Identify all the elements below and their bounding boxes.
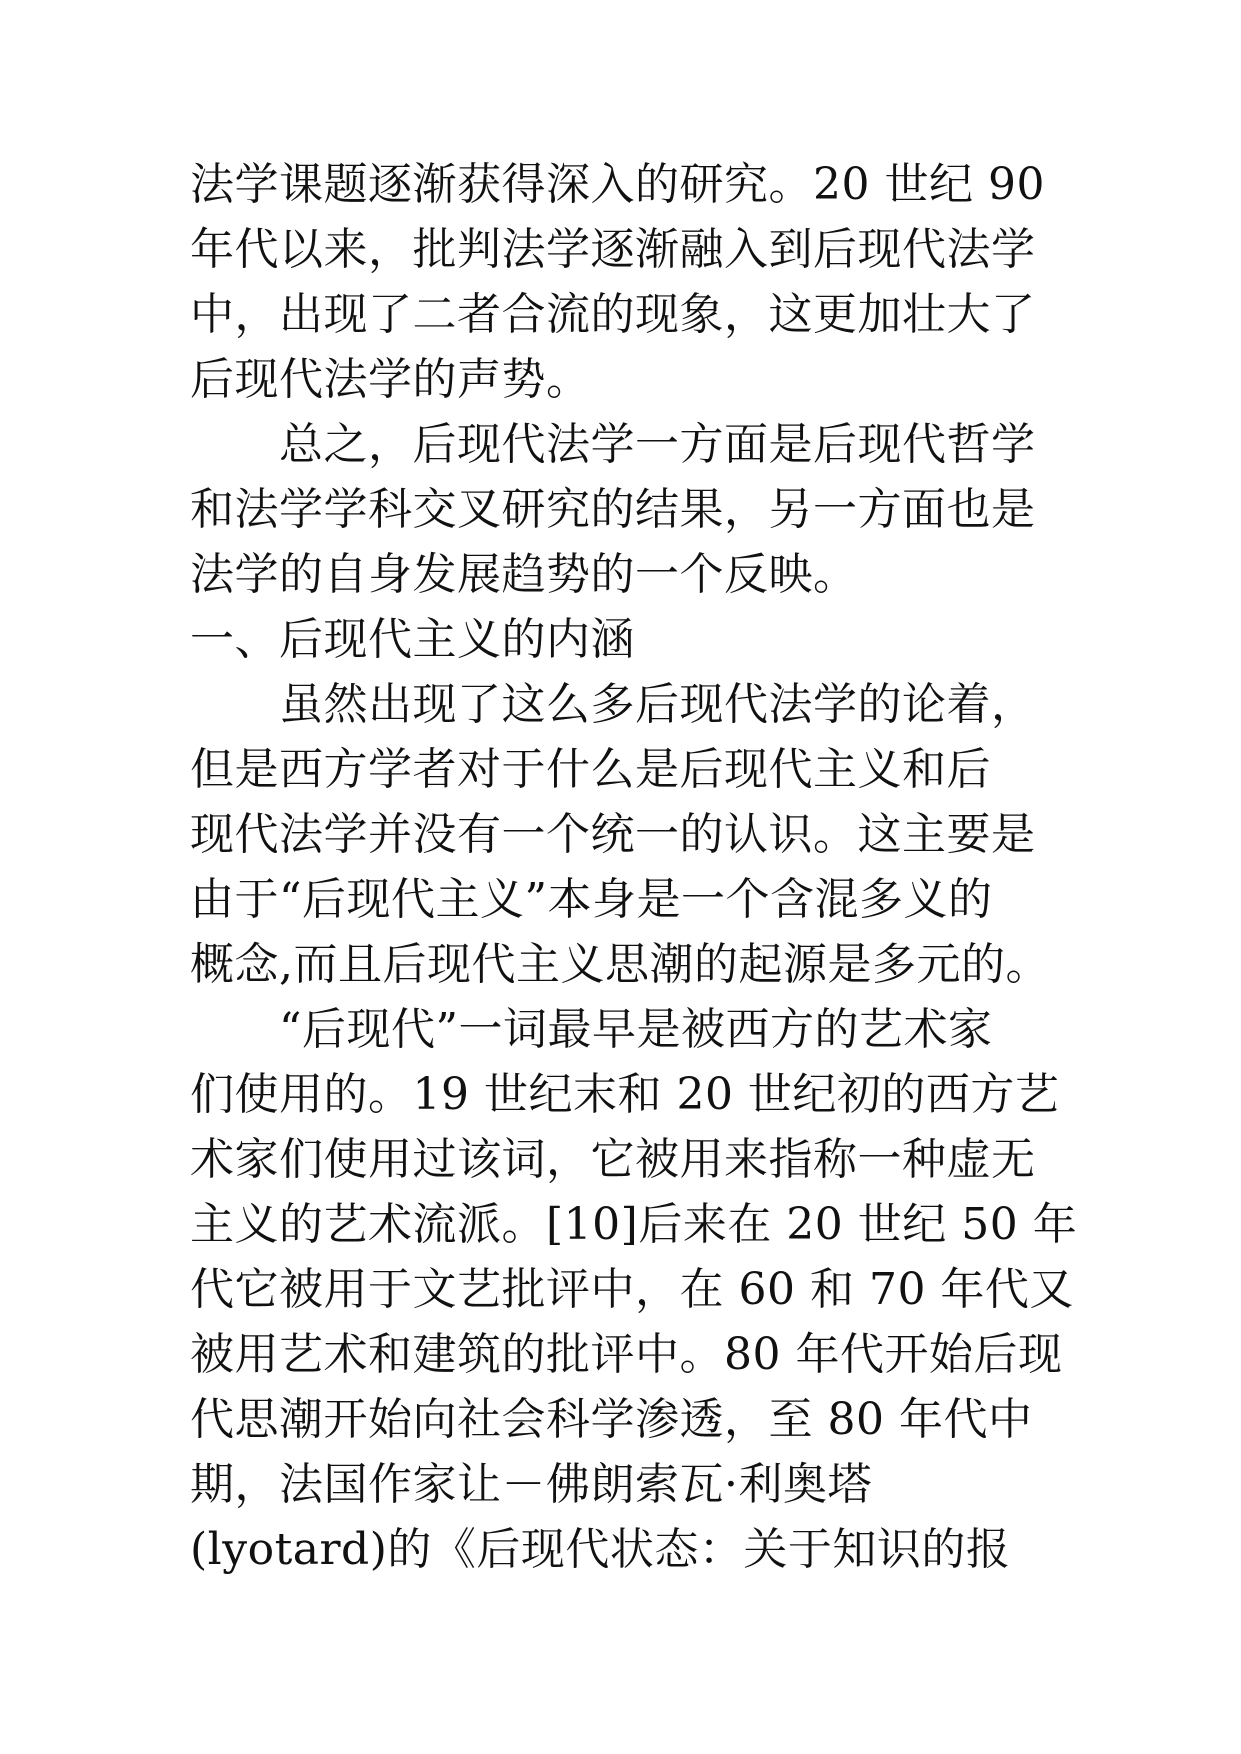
- text-line: (lyotard)的《后现代状态：关于知识的报: [190, 1524, 1011, 1575]
- text-line: 后现代法学的声势。: [190, 354, 591, 405]
- text-line: 但是西方学者对于什么是后现代主义和后: [190, 744, 991, 795]
- text-line: 主义的艺术流派。[10]后来在 20 世纪 50 年: [190, 1199, 1078, 1250]
- text-line: 年代以来，批判法学逐渐融入到后现代法学: [190, 224, 1036, 275]
- paragraph-start-line: 总之，后现代法学一方面是后现代哲学: [190, 419, 1036, 470]
- text-line: 现代法学并没有一个统一的认识。这主要是: [190, 809, 1036, 860]
- text-line: 法学课题逐渐获得深入的研究。20 世纪 90: [190, 159, 1045, 210]
- text-line: 和法学学科交叉研究的结果，另一方面也是: [190, 484, 1036, 535]
- text-line: 中，出现了二者合流的现象，这更加壮大了: [190, 289, 1036, 340]
- text-line: 由于“后现代主义”本身是一个含混多义的: [190, 874, 993, 925]
- body-text: [190, 152, 1078, 1582]
- text-line: 被用艺术和建筑的批评中。80 年代开始后现: [190, 1329, 1063, 1380]
- paragraph-start-line: “后现代”一词最早是被西方的艺术家: [190, 1004, 993, 1055]
- text-line: 们使用的。19 世纪末和 20 世纪初的西方艺: [190, 1069, 1060, 1120]
- text-line: 代思潮开始向社会科学渗透，至 80 年代中: [190, 1394, 1033, 1445]
- text-line: 期，法国作家让－佛朗索瓦·利奥塔: [190, 1459, 872, 1510]
- text-line: 概念,而且后现代主义思潮的起源是多元的。: [190, 939, 1050, 990]
- paragraph-start-line: 虽然出现了这么多后现代法学的论着，: [190, 679, 1036, 730]
- text-line: 法学的自身发展趋势的一个反映。: [190, 549, 858, 600]
- text-line: 代它被用于文艺批评中，在 60 和 70 年代又: [190, 1264, 1074, 1315]
- section-heading: 一、后现代主义的内涵: [190, 614, 635, 665]
- text-line: 术家们使用过该词，它被用来指称一种虚无: [190, 1134, 1036, 1185]
